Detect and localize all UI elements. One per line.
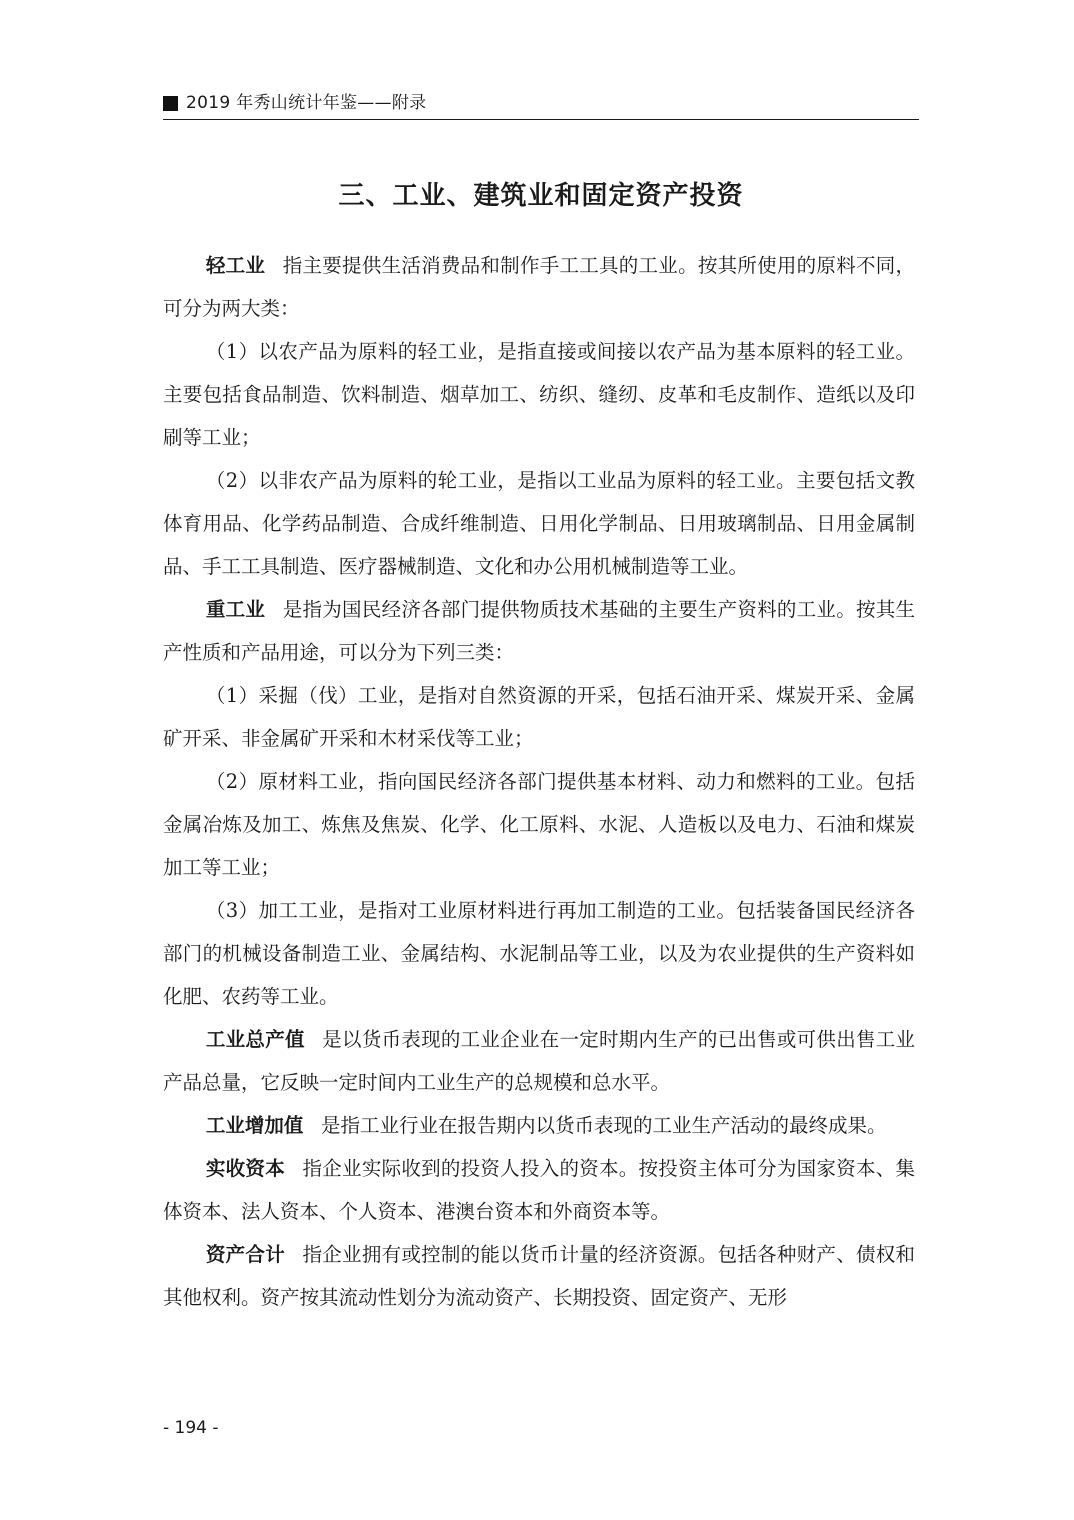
paragraph-text: （2）原材料工业，指向国民经济各部门提供基本材料、动力和燃料的工业。包括金属冶炼及加工、炼焦及焦炭、化学、化工原料、水泥、人造板以及电力、石油和煤炭加工等工业；	[163, 770, 915, 879]
paragraph	[163, 889, 915, 1018]
paragraph	[163, 760, 915, 889]
paragraph	[163, 459, 915, 588]
paragraph-text: （3）加工工业，是指对工业原材料进行再加工制造的工业。包括装备国民经济各部门的机械设备制造工业、金属结构、水泥制品等工业，以及为农业提供的生产资料如化肥、农药等工业。	[163, 899, 915, 1008]
paragraph	[163, 1233, 915, 1319]
paragraph-text: 是指为国民经济各部门提供物质技术基础的主要生产资料的工业。按其生产性质和产品用途，可以分为下列三类：	[163, 598, 915, 664]
term-heading: 资产合计	[205, 1243, 285, 1266]
term-heading: 工业总产值	[205, 1028, 305, 1051]
term-heading: 工业增加值	[205, 1114, 304, 1137]
paragraph	[163, 1147, 915, 1233]
body-text	[163, 244, 915, 1319]
paragraph-text: 是指工业行业在报告期内以货币表现的工业生产活动的最终成果。	[320, 1114, 887, 1137]
header-square-icon	[163, 96, 178, 111]
paragraph	[163, 588, 915, 674]
paragraph	[163, 1018, 915, 1104]
paragraph-text: （1）以农产品为原料的轻工业，是指直接或间接以农产品为基本原料的轻工业。主要包括食品制造、饮料制造、烟草加工、纺织、缝纫、皮革和毛皮制作、造纸以及印刷等工业；	[163, 340, 915, 449]
paragraph	[163, 1104, 915, 1147]
page-number: - 194 -	[163, 1418, 219, 1438]
header-text: 2019 年秀山统计年鉴——附录	[186, 93, 427, 113]
paragraph-text: 是以货币表现的工业企业在一定时期内生产的已出售或可供出售工业产品总量，它反映一定时间内工业生产的总规模和总水平。	[163, 1028, 915, 1094]
paragraph-text: 指企业实际收到的投资人投入的资本。按投资主体可分为国家资本、集体资本、法人资本、个人资本、港澳台资本和外商资本等。	[163, 1157, 915, 1223]
paragraph	[163, 674, 915, 760]
section-title: 三、工业、建筑业和固定资产投资	[338, 181, 744, 211]
paragraph	[163, 244, 915, 330]
paragraph-text: （1）采掘（伐）工业，是指对自然资源的开采，包括石油开采、煤炭开采、金属矿开采、非金属矿开采和木材采伐等工业；	[163, 684, 915, 750]
paragraph-text: 指主要提供生活消费品和制作手工工具的工业。按其所使用的原料不同，可分为两大类：	[163, 254, 915, 320]
term-heading: 轻工业	[205, 254, 266, 277]
running-header	[163, 90, 919, 120]
term-heading: 重工业	[205, 598, 266, 621]
paragraph-text: （2）以非农产品为原料的轮工业，是指以工业品为原料的轻工业。主要包括文教体育用品、化学药品制造、合成纤维制造、日用化学制品、日用玻璃制品、日用金属制品、手工工具制造、医疗器械制造、文化和办公用机械制造等工业。	[163, 469, 915, 578]
term-heading: 实收资本	[205, 1157, 285, 1180]
paragraph	[163, 330, 915, 459]
paragraph-text: 指企业拥有或控制的能以货币计量的经济资源。包括各种财产、债权和其他权利。资产按其流动性划分为流动资产、长期投资、固定资产、无形	[163, 1243, 915, 1309]
